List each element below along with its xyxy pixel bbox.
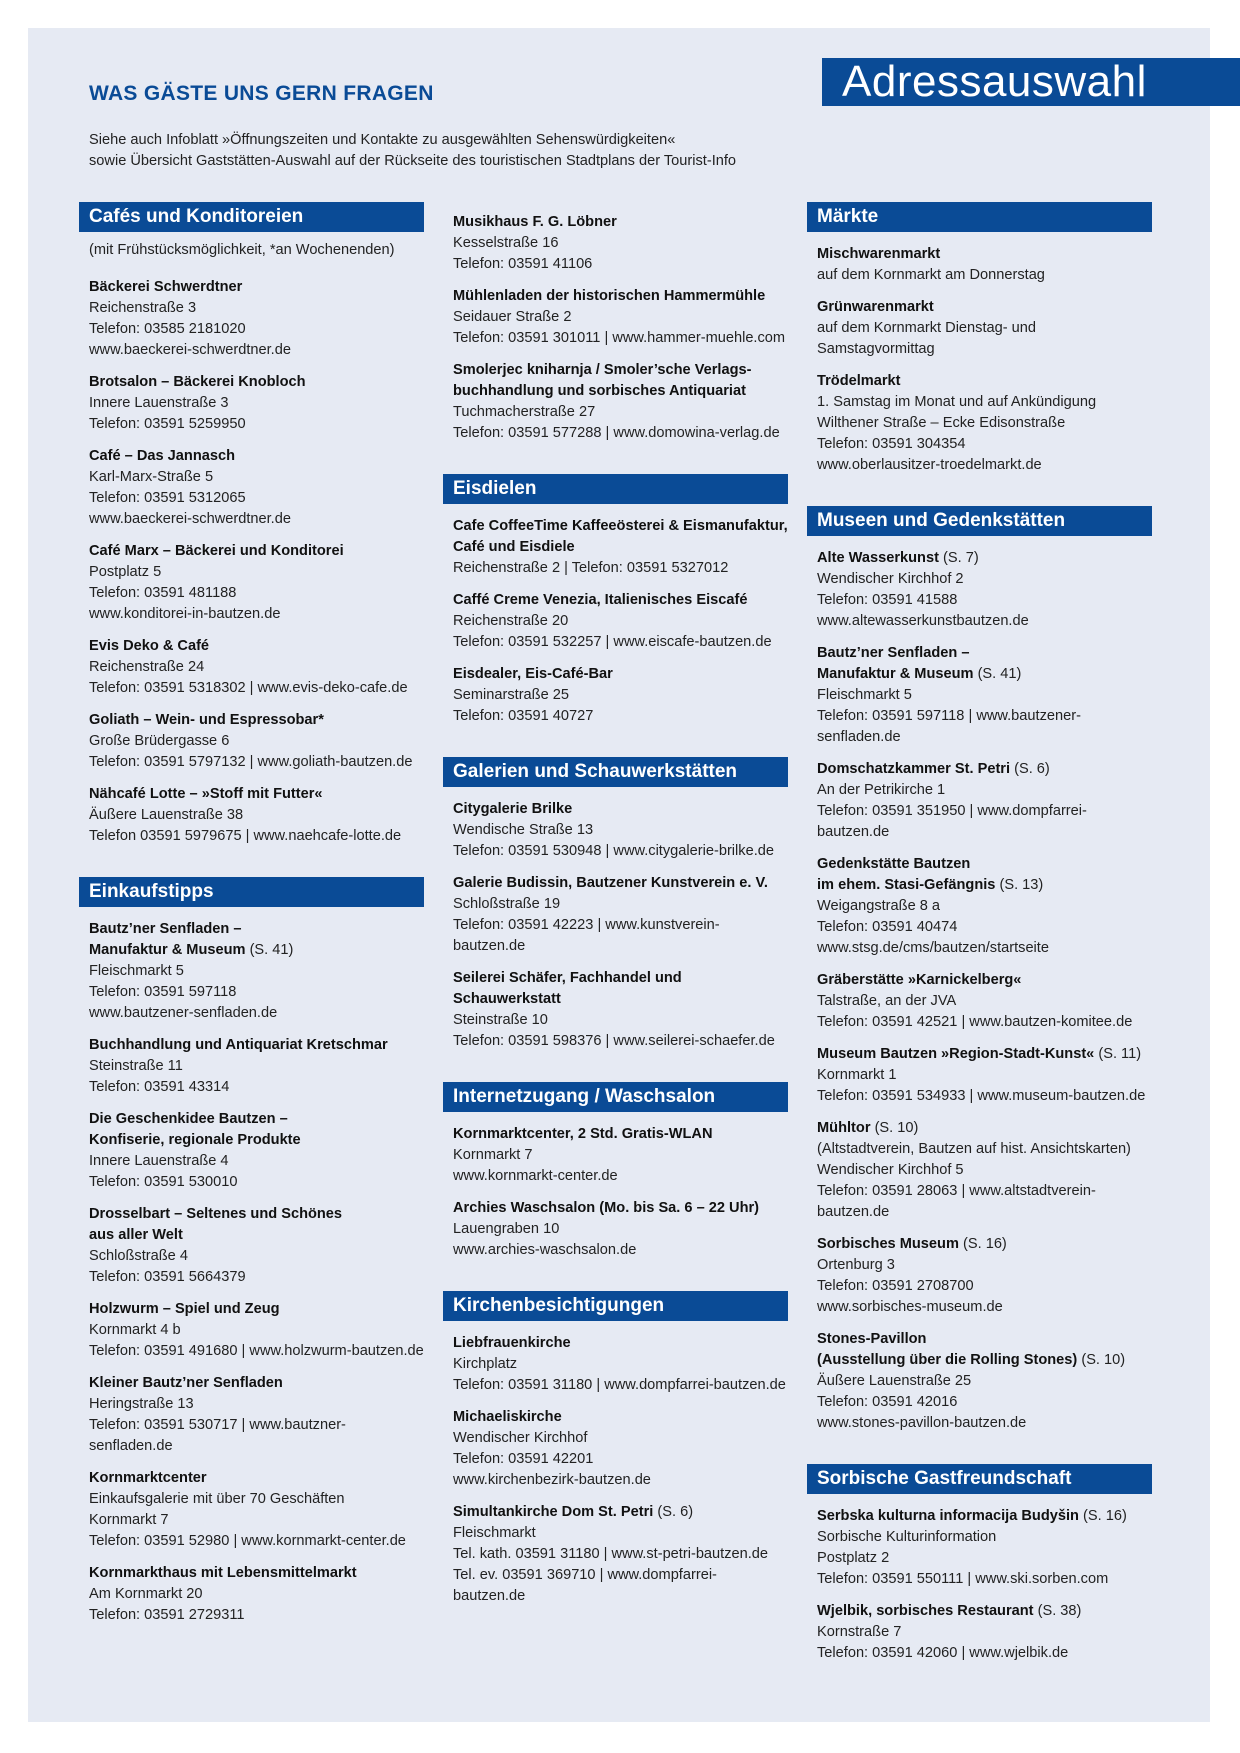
entry-name: Bäckerei Schwerdtner — [89, 279, 243, 295]
entry-detail: Heringstraße 13 — [89, 1396, 194, 1412]
column-middle — [443, 202, 788, 1637]
address-entry — [807, 1044, 1152, 1107]
entry-name: aus aller Welt — [89, 1227, 183, 1243]
entry-detail: auf dem Kornmarkt am Donnerstag — [817, 267, 1045, 283]
entry-detail: Telefon: 03591 351950 | www.dompfarrei-bautzen.de — [817, 803, 1087, 840]
address-entry — [443, 1198, 788, 1261]
entry-name: Kornmarkthaus mit Lebensmittelmarkt — [89, 1565, 357, 1581]
entry-detail: Telefon: 03591 491680 | www.holzwurm-bautzen.de — [89, 1343, 424, 1359]
page-reference: (S. 11) — [1098, 1046, 1142, 1062]
entry-name: Mühltor — [817, 1120, 871, 1136]
intro-text — [89, 130, 809, 172]
entry-name: Konfiserie, regionale Produkte — [89, 1132, 301, 1148]
entry-detail: Reichenstraße 24 — [89, 659, 205, 675]
entry-name-line — [89, 1563, 424, 1584]
entry-detail: Telefon: 03591 2729311 — [89, 1607, 245, 1623]
entry-detail: Telefon: 03591 5312065 — [89, 490, 246, 506]
entry-name-line — [453, 1502, 788, 1523]
entry-name-line — [817, 1118, 1152, 1139]
entry-name: Mischwarenmarkt — [817, 246, 941, 262]
entry-name-line — [453, 360, 788, 381]
address-entry — [443, 873, 788, 957]
entry-detail: Telefon: 03591 530948 | www.citygalerie-brilke.de — [453, 843, 774, 859]
entry-name: Serbska kulturna informacija Budyšin — [817, 1508, 1079, 1524]
entry-detail: www.altewasserkunstbautzen.de — [817, 613, 1029, 629]
entry-detail: Telefon: 03591 40727 — [453, 708, 594, 724]
entry-name: Buchhandlung und Antiquariat Kretschmar — [89, 1037, 388, 1053]
section-note: (mit Frühstücksmöglichkeit, *an Wochenenden) — [89, 242, 395, 258]
address-entry — [443, 1124, 788, 1187]
entry-name: Trödelmarkt — [817, 373, 901, 389]
entry-detail: www.baeckerei-schwerdtner.de — [89, 511, 291, 527]
entry-detail: Telefon: 03591 28063 | www.altstadtverein-bautzen.de — [817, 1183, 1096, 1220]
entry-detail: Sorbische Kulturinformation — [817, 1529, 997, 1545]
entry-detail: Telefon: 03591 532257 | www.eiscafe-bautzen.de — [453, 634, 772, 650]
entry-name-line — [817, 970, 1152, 991]
entry-name: (Ausstellung über die Rolling Stones) — [817, 1352, 1078, 1368]
section — [807, 202, 1152, 476]
address-entry — [443, 1502, 788, 1607]
page-reference: (S. 13) — [999, 877, 1044, 893]
entry-name-line — [817, 643, 1152, 664]
entry-detail: Kornmarkt 1 — [817, 1067, 897, 1083]
column-left — [79, 202, 424, 1656]
entry-name-line — [453, 1407, 788, 1428]
entry-name: Die Geschenkidee Bautzen – — [89, 1111, 288, 1127]
entry-name: Michaeliskirche — [453, 1409, 562, 1425]
entry-name: Stones-Pavillon — [817, 1331, 927, 1347]
entry-name: Café – Das Jannasch — [89, 448, 236, 464]
entry-detail: auf dem Kornmarkt Dienstag- und Samstagvormittag — [817, 320, 1037, 357]
section-title: Galerien und Schauwerkstätten — [443, 757, 788, 787]
address-entry — [443, 1407, 788, 1491]
address-entry — [807, 854, 1152, 959]
page-reference: (S. 7) — [943, 550, 979, 566]
address-entry — [79, 1109, 424, 1193]
entry-name-line — [89, 1299, 424, 1320]
entry-detail: Telefon: 03591 597118 | www.bautzener-senfladen.de — [817, 708, 1081, 745]
entry-detail: Einkaufsgalerie mit über 70 Geschäften — [89, 1491, 345, 1507]
entry-name-line — [453, 381, 788, 402]
entry-detail: Telefon: 03591 577288 | www.domowina-verlag.de — [453, 425, 780, 441]
entry-detail: Telefon: 03591 5797132 | www.goliath-bautzen.de — [89, 754, 413, 770]
entry-name: Eisdealer, Eis-Café-Bar — [453, 666, 613, 682]
entry-detail: www.bautzener-senfladen.de — [89, 1005, 278, 1021]
entry-detail: Telefon 03591 5979675 | www.naehcafe-lotte.de — [89, 828, 402, 844]
entry-name: Seilerei Schäfer, Fachhandel und Schauwerkstatt — [453, 970, 682, 1007]
entry-detail: Telefon: 03591 42521 | www.bautzen-komitee.de — [817, 1014, 1133, 1030]
entry-name-line — [817, 1329, 1152, 1350]
entry-detail: Kornmarkt 7 — [89, 1512, 169, 1528]
section-title: Kirchenbesichtigungen — [443, 1291, 788, 1321]
address-entry — [807, 548, 1152, 632]
entry-name-line — [89, 1204, 424, 1225]
entry-name-line — [817, 1601, 1152, 1622]
entry-detail: Telefon: 03591 530010 — [89, 1174, 238, 1190]
entry-detail: Wendischer Kirchhof — [453, 1430, 588, 1446]
entry-name-line — [89, 277, 424, 298]
address-entry — [79, 1035, 424, 1098]
address-entry — [443, 516, 788, 579]
entry-name: Citygalerie Brilke — [453, 801, 573, 817]
entry-detail: Reichenstraße 3 — [89, 300, 197, 316]
section-title: Einkaufstipps — [79, 877, 424, 907]
entry-name-line — [89, 1130, 424, 1151]
section — [807, 1464, 1152, 1664]
address-entry — [443, 212, 788, 275]
entry-detail: www.baeckerei-schwerdtner.de — [89, 342, 291, 358]
entry-detail: Karl-Marx-Straße 5 — [89, 469, 214, 485]
entry-detail: Seminarstraße 25 — [453, 687, 569, 703]
entry-detail: Telefon: 03591 481188 — [89, 585, 237, 601]
entry-detail: Telefon: 03591 31180 | www.dompfarrei-bautzen.de — [453, 1377, 786, 1393]
address-entry — [443, 360, 788, 444]
entry-name: Kleiner Bautz’ner Senfladen — [89, 1375, 283, 1391]
address-entry — [807, 1506, 1152, 1590]
section-title: Märkte — [807, 202, 1152, 232]
entry-name: Drosselbart – Seltenes und Schönes — [89, 1206, 343, 1222]
entry-name-line — [89, 1373, 424, 1394]
entry-detail: Schloßstraße 4 — [89, 1248, 188, 1264]
address-entry — [443, 590, 788, 653]
entry-detail: www.sorbisches-museum.de — [817, 1299, 1003, 1315]
address-entry — [443, 799, 788, 862]
page-reference: (S. 10) — [874, 1120, 919, 1136]
entry-detail: Innere Lauenstraße 4 — [89, 1153, 229, 1169]
entry-name: Evis Deko & Café — [89, 638, 210, 654]
entry-name-line — [453, 1124, 788, 1145]
entry-detail: 1. Samstag im Monat und auf Ankündigung — [817, 394, 1097, 410]
entry-name-line — [817, 371, 1152, 392]
section — [79, 877, 424, 1626]
section-title: Sorbische Gastfreundschaft — [807, 1464, 1152, 1494]
entry-detail: Telefon: 03591 597118 — [89, 984, 237, 1000]
entry-name-line — [817, 854, 1152, 875]
address-entry — [79, 1373, 424, 1457]
entry-detail: Lauengraben 10 — [453, 1221, 560, 1237]
entry-detail: Telefon: 03591 5259950 — [89, 416, 246, 432]
address-entry — [79, 784, 424, 847]
entry-name-line — [89, 372, 424, 393]
entry-name-line — [453, 968, 788, 1010]
entry-detail: Am Kornmarkt 20 — [89, 1586, 203, 1602]
entry-name: Bautz’ner Senfladen – — [817, 645, 970, 661]
entry-name-line — [453, 1333, 788, 1354]
entry-name-line — [453, 212, 788, 233]
entry-detail: Telefon: 03591 52980 | www.kornmarkt-center.de — [89, 1533, 406, 1549]
entry-detail: Reichenstraße 20 — [453, 613, 569, 629]
address-entry — [443, 286, 788, 349]
entry-name-line — [89, 541, 424, 562]
entry-name: buchhandlung und sorbisches Antiquariat — [453, 383, 746, 399]
section — [79, 202, 424, 847]
entry-detail: Äußere Lauenstraße 25 — [817, 1373, 972, 1389]
entry-name: Wjelbik, sorbisches Restaurant — [817, 1603, 1034, 1619]
entry-detail: www.archies-waschsalon.de — [453, 1242, 637, 1258]
entry-name: Liebfrauenkirche — [453, 1335, 571, 1351]
entry-detail: www.kirchenbezirk-bautzen.de — [453, 1472, 651, 1488]
page-title: WAS GÄSTE UNS GERN FRAGEN — [89, 82, 434, 105]
entry-detail: Telefon: 03591 42060 | www.wjelbik.de — [817, 1645, 1069, 1661]
entry-detail: Telefon: 03591 598376 | www.seilerei-schaefer.de — [453, 1033, 775, 1049]
entry-name-line — [89, 1225, 424, 1246]
entry-name-line — [453, 1198, 788, 1219]
address-entry — [807, 1601, 1152, 1664]
entry-detail: Große Brüdergasse 6 — [89, 733, 230, 749]
intro-line: Siehe auch Infoblatt »Öffnungszeiten und Kontakte zu ausgewählten Sehenswürdigkeiten« — [89, 132, 676, 148]
entry-detail: Telefon: 03591 550111 | www.ski.sorben.com — [817, 1571, 1109, 1587]
entry-detail: Schloßstraße 19 — [453, 896, 561, 912]
entry-detail: (Altstadtverein, Bautzen auf hist. Ansichtskarten) — [817, 1141, 1131, 1157]
entry-detail: Kirchplatz — [453, 1356, 518, 1372]
entry-name-line — [817, 1044, 1152, 1065]
entry-name-line — [817, 875, 1152, 896]
address-entry — [807, 643, 1152, 748]
entry-name-line — [89, 636, 424, 657]
entry-detail: Telefon: 03591 301011 | www.hammer-muehle.com — [453, 330, 786, 346]
entry-name: Museum Bautzen »Region-Stadt-Kunst« — [817, 1046, 1095, 1062]
entry-detail: Wilthener Straße – Ecke Edisonstraße — [817, 415, 1066, 431]
entry-detail: Postplatz 2 — [817, 1550, 890, 1566]
entry-detail: Äußere Lauenstraße 38 — [89, 807, 244, 823]
entry-detail: Telefon: 03591 2708700 — [817, 1278, 974, 1294]
page-reference: (S. 16) — [963, 1236, 1007, 1252]
entry-detail: Ortenburg 3 — [817, 1257, 895, 1273]
address-entry — [807, 244, 1152, 286]
section — [443, 1082, 788, 1261]
entry-detail: Talstraße, an der JVA — [817, 993, 957, 1009]
address-entry — [79, 277, 424, 361]
section — [443, 212, 788, 444]
page-reference: (S. 6) — [657, 1504, 694, 1520]
entry-detail: Kornmarkt 4 b — [89, 1322, 181, 1338]
address-entry — [79, 1299, 424, 1362]
entry-name: Galerie Budissin, Bautzener Kunstverein e. V. — [453, 875, 768, 891]
address-entry — [79, 710, 424, 773]
entry-name: Café und Eisdiele — [453, 539, 575, 555]
entry-name: im ehem. Stasi-Gefängnis — [817, 877, 996, 893]
entry-detail: Telefon: 03585 2181020 — [89, 321, 246, 337]
entry-name-line — [817, 1506, 1152, 1527]
entry-name-line — [453, 537, 788, 558]
entry-detail: Telefon: 03591 42201 — [453, 1451, 594, 1467]
entry-name-line — [89, 919, 424, 940]
page-reference: (S. 38) — [1037, 1603, 1082, 1619]
section — [443, 474, 788, 727]
entry-detail: Telefon: 03591 41106 — [453, 256, 593, 272]
entry-name-line — [89, 784, 424, 805]
entry-detail: Telefon: 03591 5664379 — [89, 1269, 246, 1285]
entry-detail: www.konditorei-in-bautzen.de — [89, 606, 281, 622]
address-entry — [79, 1563, 424, 1626]
entry-name-line — [89, 940, 424, 961]
entry-detail: Fleischmarkt — [453, 1525, 536, 1541]
entry-name: Smolerjec kniharnja / Smoler’sche Verlags- — [453, 362, 752, 378]
entry-name-line — [89, 710, 424, 731]
address-entry — [443, 664, 788, 727]
entry-name: Café Marx – Bäckerei und Konditorei — [89, 543, 344, 559]
column-right — [807, 202, 1152, 1694]
entry-name: Cafe CoffeeTime Kaffeeösterei & Eismanufaktur, — [453, 518, 788, 534]
entry-name: Archies Waschsalon (Mo. bis Sa. 6 – 22 Uhr) — [453, 1200, 760, 1216]
address-entry — [807, 1118, 1152, 1223]
entry-name-line — [817, 244, 1152, 265]
address-entry — [79, 1468, 424, 1552]
address-entry — [807, 371, 1152, 476]
entry-detail: Telefon: 03591 42223 | www.kunstverein-bautzen.de — [453, 917, 720, 954]
entry-detail: Wendische Straße 13 — [453, 822, 594, 838]
entry-name-line — [453, 286, 788, 307]
page-reference: (S. 41) — [249, 942, 294, 958]
entry-detail: Telefon: 03591 534933 | www.museum-bautzen.de — [817, 1088, 1146, 1104]
address-entry — [79, 636, 424, 699]
section-title: Cafés und Konditoreien — [79, 202, 424, 232]
address-entry — [443, 1333, 788, 1396]
entry-name-line — [453, 799, 788, 820]
entry-detail: www.kornmarkt-center.de — [453, 1168, 618, 1184]
entry-detail: Telefon: 03591 5318302 | www.evis-deko-cafe.de — [89, 680, 408, 696]
section — [443, 1291, 788, 1607]
entry-detail: Fleischmarkt 5 — [89, 963, 184, 979]
entry-detail: Postplatz 5 — [89, 564, 162, 580]
entry-detail: An der Petrikirche 1 — [817, 782, 946, 798]
entry-detail: Steinstraße 11 — [89, 1058, 183, 1074]
entry-detail: Telefon: 03591 43314 — [89, 1079, 230, 1095]
entry-name: Alte Wasserkunst — [817, 550, 939, 566]
address-entry — [807, 1329, 1152, 1434]
entry-detail: Weigangstraße 8 a — [817, 898, 941, 914]
entry-name-line — [817, 759, 1152, 780]
entry-name: Kornmarktcenter — [89, 1470, 207, 1486]
entry-detail: Tel. ev. 03591 369710 | www.dompfarrei-bautzen.de — [453, 1567, 717, 1604]
entry-name: Brotsalon – Bäckerei Knobloch — [89, 374, 306, 390]
page-reference: (S. 16) — [1083, 1508, 1127, 1524]
entry-name: Goliath – Wein- und Espressobar* — [89, 712, 324, 728]
entry-detail: www.oberlausitzer-troedelmarkt.de — [817, 457, 1042, 473]
entry-name-line — [89, 1468, 424, 1489]
entry-detail: www.stsg.de/cms/bautzen/startseite — [817, 940, 1049, 956]
entry-detail: Kornmarkt 7 — [453, 1147, 533, 1163]
entry-name-line — [817, 1350, 1152, 1371]
entry-detail: Reichenstraße 2 | Telefon: 03591 5327012 — [453, 560, 729, 576]
entry-name: Simultankirche Dom St. Petri — [453, 1504, 654, 1520]
entry-detail: Telefon: 03591 530717 | www.bautzner-senfladen.de — [89, 1417, 346, 1454]
entry-name: Nähcafé Lotte – »Stoff mit Futter« — [89, 786, 323, 802]
entry-name-line — [89, 1109, 424, 1130]
entry-detail: Wendischer Kirchhof 5 — [817, 1162, 964, 1178]
entry-detail: Wendischer Kirchhof 2 — [817, 571, 964, 587]
entry-detail: Telefon: 03591 41588 — [817, 592, 958, 608]
address-entry — [807, 1234, 1152, 1318]
address-entry — [79, 541, 424, 625]
entry-name: Manufaktur & Museum — [89, 942, 246, 958]
entry-name-line — [817, 1234, 1152, 1255]
intro-line: sowie Übersicht Gaststätten-Auswahl auf der Rückseite des touristischen Stadtplans der Tourist-Info — [89, 153, 737, 169]
entry-name: Mühlenladen der historischen Hammermühle — [453, 288, 766, 304]
address-entry — [79, 1204, 424, 1288]
page-reference: (S. 10) — [1081, 1352, 1126, 1368]
entry-name-line — [453, 664, 788, 685]
entry-name: Bautz’ner Senfladen – — [89, 921, 242, 937]
entry-name: Gräberstätte »Karnickelberg« — [817, 972, 1022, 988]
entry-detail: Tel. kath. 03591 31180 | www.st-petri-bautzen.de — [453, 1546, 769, 1562]
entry-name: Sorbisches Museum — [817, 1236, 959, 1252]
section-title: Eisdielen — [443, 474, 788, 504]
section — [443, 757, 788, 1052]
entry-name: Kornmarktcenter, 2 Std. Gratis-WLAN — [453, 1126, 713, 1142]
address-entry — [79, 446, 424, 530]
entry-name-line — [89, 446, 424, 467]
entry-detail: Telefon: 03591 304354 — [817, 436, 966, 452]
entry-name-line — [817, 664, 1152, 685]
entry-detail: Telefon: 03591 42016 — [817, 1394, 958, 1410]
entry-name: Gedenkstätte Bautzen — [817, 856, 971, 872]
address-entry — [807, 759, 1152, 843]
entry-name: Grünwarenmarkt — [817, 299, 934, 315]
entry-name: Domschatzkammer St. Petri — [817, 761, 1011, 777]
entry-detail: Tuchmacherstraße 27 — [453, 404, 596, 420]
entry-detail: www.stones-pavillon-bautzen.de — [817, 1415, 1027, 1431]
entry-name-line — [453, 590, 788, 611]
entry-detail: Seidauer Straße 2 — [453, 309, 572, 325]
page-reference: (S. 6) — [1014, 761, 1050, 777]
address-entry — [807, 297, 1152, 360]
section — [807, 506, 1152, 1434]
page-reference: (S. 41) — [977, 666, 1022, 682]
address-entry — [79, 919, 424, 1024]
entry-detail: Innere Lauenstraße 3 — [89, 395, 229, 411]
entry-detail: Telefon: 03591 40474 — [817, 919, 958, 935]
entry-name-line — [817, 297, 1152, 318]
entry-detail: Kornstraße 7 — [817, 1624, 902, 1640]
entry-name-line — [453, 516, 788, 537]
entry-name: Caffé Creme Venezia, Italienisches Eiscafé — [453, 592, 748, 608]
entry-name-line — [89, 1035, 424, 1056]
entry-detail: Fleischmarkt 5 — [817, 687, 912, 703]
entry-name: Holzwurm – Spiel und Zeug — [89, 1301, 280, 1317]
address-entry — [807, 970, 1152, 1033]
entry-name: Manufaktur & Museum — [817, 666, 974, 682]
section-title: Museen und Gedenkstätten — [807, 506, 1152, 536]
banner-title: Adressauswahl — [822, 58, 1240, 106]
entry-name: Musikhaus F. G. Löbner — [453, 214, 617, 230]
entry-detail: Kesselstraße 16 — [453, 235, 559, 251]
entry-detail: Steinstraße 10 — [453, 1012, 548, 1028]
address-entry — [79, 372, 424, 435]
entry-name-line — [453, 873, 788, 894]
address-entry — [443, 968, 788, 1052]
entry-name-line — [817, 548, 1152, 569]
section-title: Internetzugang / Waschsalon — [443, 1082, 788, 1112]
